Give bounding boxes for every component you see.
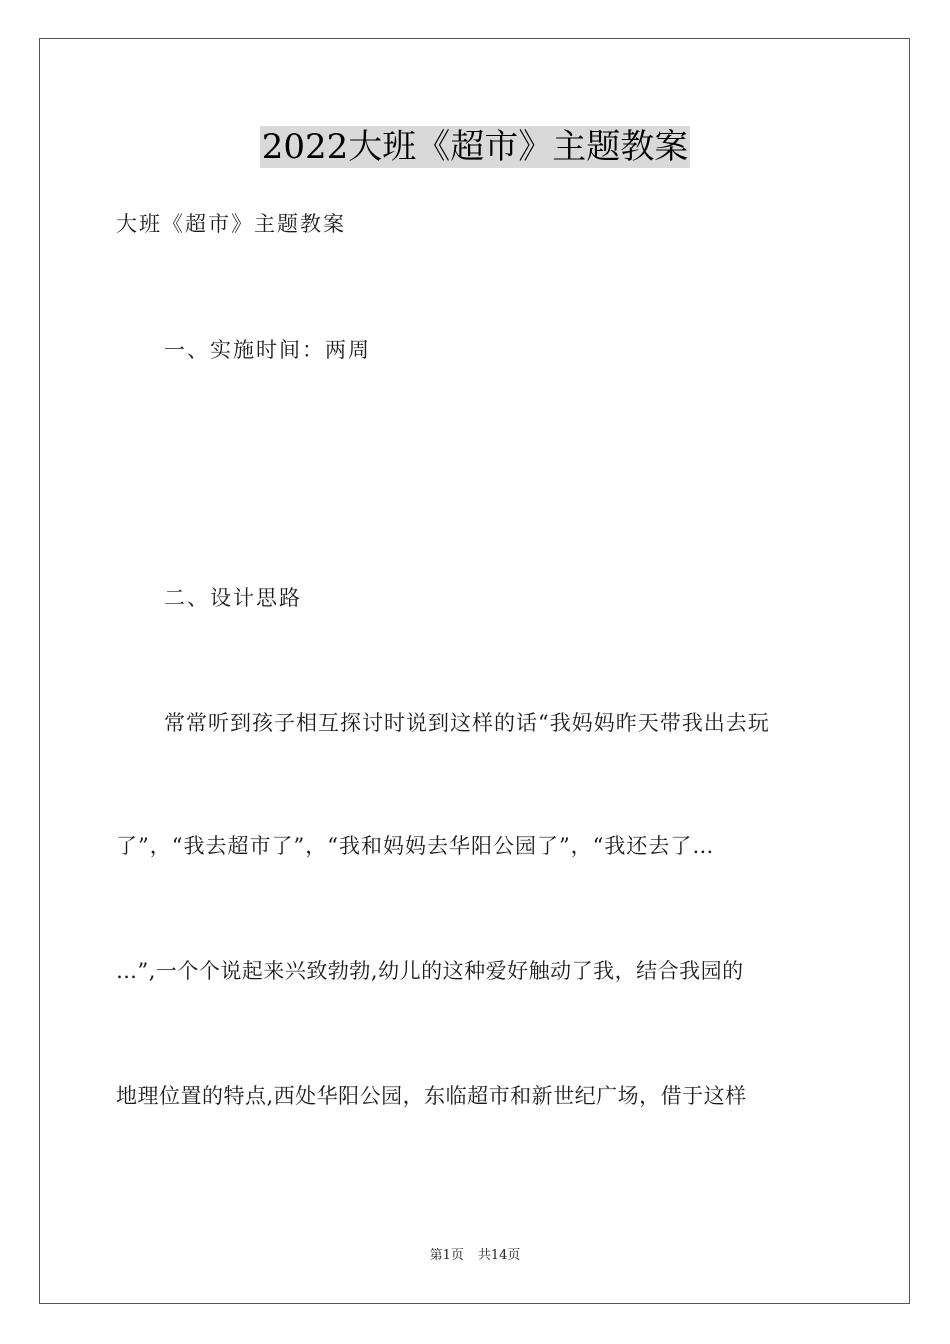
section-heading-implementation-time: 一、实施时间：两周 xyxy=(164,338,371,362)
page-footer xyxy=(0,1247,950,1265)
page-total: 共14页 xyxy=(477,1248,521,1263)
document-title: 2022大班《超市》主题教案 xyxy=(261,127,689,167)
document-subtitle: 大班《超市》主题教案 xyxy=(116,212,346,236)
paragraph-line-3: …”,一个个说起来兴致勃勃,幼儿的这种爱好触动了我，结合我园的 xyxy=(116,959,744,983)
paragraph-line-4: 地理位置的特点,西处华阳公园，东临超市和新世纪广场，借于这样 xyxy=(116,1084,747,1108)
paragraph-line-2: 了”，“我去超市了”，“我和妈妈去华阳公园了”，“我还去了… xyxy=(116,834,715,858)
paragraph-line-1: 常常听到孩子相互探讨时说到这样的话“我妈妈昨天带我出去玩 xyxy=(164,711,770,735)
section-heading-design-idea: 二、设计思路 xyxy=(164,586,302,610)
page-number: 第1页 xyxy=(429,1248,464,1263)
title-container xyxy=(0,126,950,168)
